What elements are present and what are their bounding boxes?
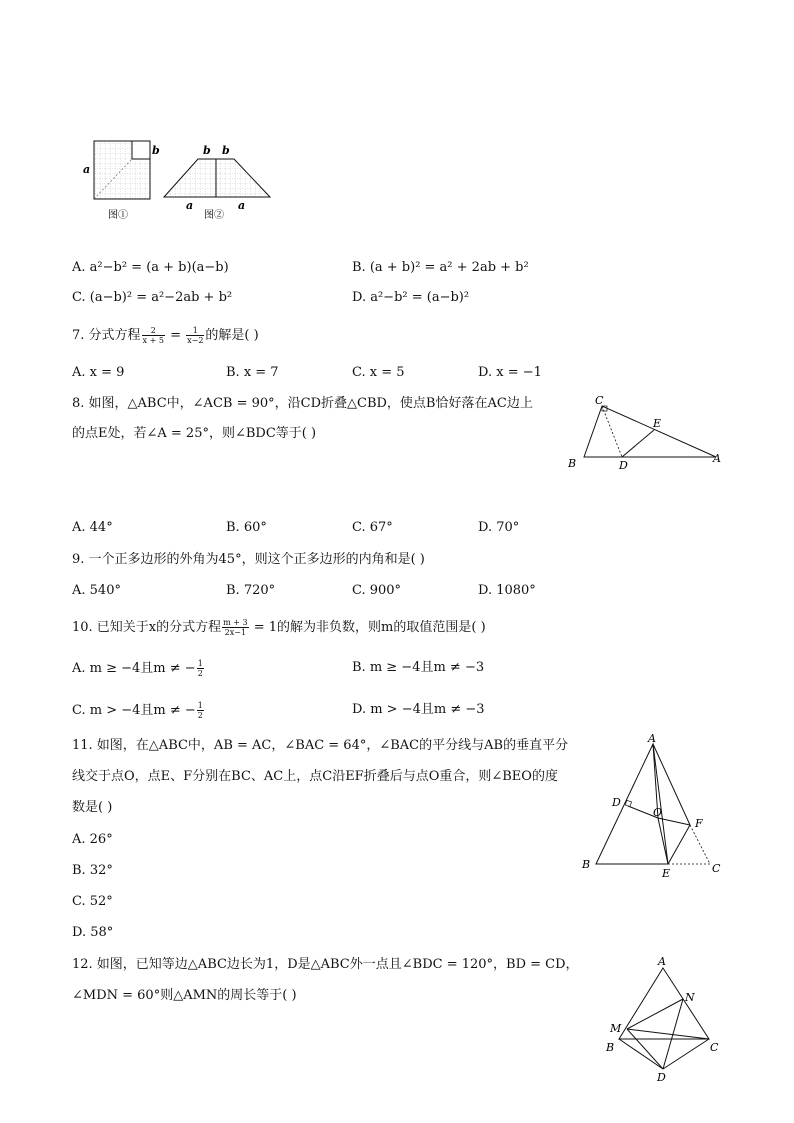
q11-fig-label-c: C: [712, 862, 721, 875]
q8-fig-label-a: A: [713, 452, 721, 465]
fig2-caption: 图②: [204, 210, 224, 221]
fig2-label-b1: b: [203, 144, 211, 157]
q8-fig-label-c: C: [595, 394, 604, 407]
q11-fig-label-b: B: [582, 858, 591, 871]
q12-stem-line-2: ∠MDN = 60°则△AMN的周长等于( ): [72, 988, 297, 1003]
q12-fig-label-a: A: [658, 955, 666, 968]
q9-option-d[interactable]: D. 1080°: [478, 583, 536, 598]
q8-option-a[interactable]: A. 44°: [72, 520, 113, 535]
fig2-label-a-left: a: [186, 199, 194, 212]
q8-option-c[interactable]: C. 67°: [352, 520, 393, 535]
q12-fig-label-m: M: [610, 1022, 622, 1035]
q11-option-d[interactable]: D. 58°: [72, 925, 114, 940]
q10-option-a-fraction: [197, 659, 204, 678]
q8-stem-line-2: 的点E处，若∠A = 25°，则∠BDC等于( ): [72, 426, 317, 441]
q6-option-b[interactable]: B. (a + b)² = a² + 2ab + b²: [352, 260, 529, 275]
q9-option-c[interactable]: C. 900°: [352, 583, 402, 598]
q10-option-a[interactable]: [72, 659, 205, 678]
fig1-label-a: a: [83, 163, 91, 176]
q9-option-a[interactable]: A. 540°: [72, 583, 121, 598]
q7-option-a[interactable]: A. x = 9: [72, 365, 125, 380]
q12-fig-label-d: D: [657, 1071, 666, 1084]
q8-fig-label-b: B: [568, 457, 577, 470]
figure-q12: [600, 954, 730, 1084]
fig1-small-square: [132, 141, 150, 159]
q11-option-b[interactable]: B. 32°: [72, 863, 113, 878]
fig1-caption: 图①: [108, 210, 128, 221]
q7-frac1-den: x + 5: [142, 336, 164, 345]
q11-fig-label-a: A: [648, 732, 656, 745]
q6-option-a[interactable]: A. a²−b² = (a + b)(a−b): [72, 260, 229, 275]
q7-suffix: 的解是( ): [205, 328, 259, 343]
q8-fig-label-e: E: [653, 417, 662, 430]
q11-fig-label-d: D: [612, 796, 621, 809]
q8-stem-line-1: 8. 如图，△ABC中，∠ACB = 90°，沿CD折叠△CBD，使点B恰好落在AC边上: [72, 396, 533, 411]
q8-option-b[interactable]: B. 60°: [226, 520, 267, 535]
q11-option-a[interactable]: A. 26°: [72, 832, 113, 847]
q7-prefix: 7. 分式方程: [72, 328, 141, 343]
figure-q8: [562, 392, 732, 472]
q10-frac-num: m + 3: [223, 618, 248, 627]
q11-stem-line-3: 数是( ): [72, 800, 113, 815]
q7-option-c[interactable]: C. x = 5: [352, 365, 405, 380]
q12-stem-line-1: 12. 如图，已知等边△ABC边长为1，D是△ABC外一点且∠BDC = 120°，BD = CD，: [72, 957, 579, 972]
q11-fig-label-f: F: [695, 817, 703, 830]
q6-option-d[interactable]: D. a²−b² = (a−b)²: [352, 290, 470, 305]
q10-option-a-den: 2: [197, 669, 203, 678]
q10-option-c-num: 1: [197, 701, 203, 710]
q7-fraction-1: [142, 326, 165, 345]
fig2-label-b2: b: [222, 144, 230, 157]
q9-option-b[interactable]: B. 720°: [226, 583, 276, 598]
q7-fraction-2: [186, 326, 204, 345]
q10-option-c[interactable]: [72, 701, 205, 720]
q8-option-d[interactable]: D. 70°: [478, 520, 520, 535]
q7-eq: =: [165, 328, 186, 343]
q10-option-c-fraction: [197, 701, 204, 720]
q10-stem: [72, 618, 486, 637]
fig2-trapezoid: [164, 159, 270, 197]
q9-stem: 9. 一个正多边形的外角为45°，则这个正多边形的内角和是( ): [72, 552, 425, 567]
q7-option-b[interactable]: B. x = 7: [226, 365, 279, 380]
q10-prefix: 10. 已知关于x的分式方程: [72, 620, 222, 635]
q10-suffix: = 1的解为非负数，则m的取值范围是( ): [249, 620, 486, 635]
q10-option-c-text: C. m > −4且m ≠ −: [72, 703, 196, 718]
q8-fig-label-d: D: [619, 459, 628, 472]
q10-option-d[interactable]: D. m > −4且m ≠ −3: [352, 702, 485, 717]
q7-option-d[interactable]: D. x = −1: [478, 365, 542, 380]
q7-frac2-den: x−2: [187, 336, 204, 345]
q11-fig-label-e: E: [662, 867, 671, 880]
q12-fig-label-n: N: [685, 991, 695, 1004]
q7-stem: [72, 326, 259, 345]
figure-q6: [80, 138, 280, 223]
q10-fraction: [222, 618, 248, 637]
q11-fig-label-o: O: [653, 806, 663, 819]
q11-stem-line-1: 11. 如图，在△ABC中，AB = AC，∠BAC = 64°，∠BAC的平分线与AB的垂直平分: [72, 738, 569, 753]
q6-option-c[interactable]: C. (a−b)² = a²−2ab + b²: [72, 290, 233, 305]
q10-option-b[interactable]: B. m ≥ −4且m ≠ −3: [352, 660, 485, 675]
q7-frac2-num: 1: [186, 326, 204, 336]
q10-frac-den: 2x−1: [224, 628, 247, 637]
q12-fig-label-c: C: [710, 1041, 719, 1054]
q11-option-c[interactable]: C. 52°: [72, 894, 113, 909]
q10-option-a-num: 1: [197, 659, 203, 668]
q11-stem-line-2: 线交于点O，点E、F分别在BC、AC上，点C沿EF折叠后与点O重合，则∠BEO的度: [72, 769, 558, 784]
q7-frac1-num: 2: [142, 326, 165, 336]
figure-q11: [578, 734, 738, 884]
fig1-label-b: b: [152, 144, 160, 157]
q10-option-a-text: A. m ≥ −4且m ≠ −: [72, 661, 196, 676]
q12-fig-label-b: B: [606, 1041, 615, 1054]
q10-option-c-den: 2: [197, 711, 203, 720]
fig2-label-a-right: a: [238, 199, 246, 212]
